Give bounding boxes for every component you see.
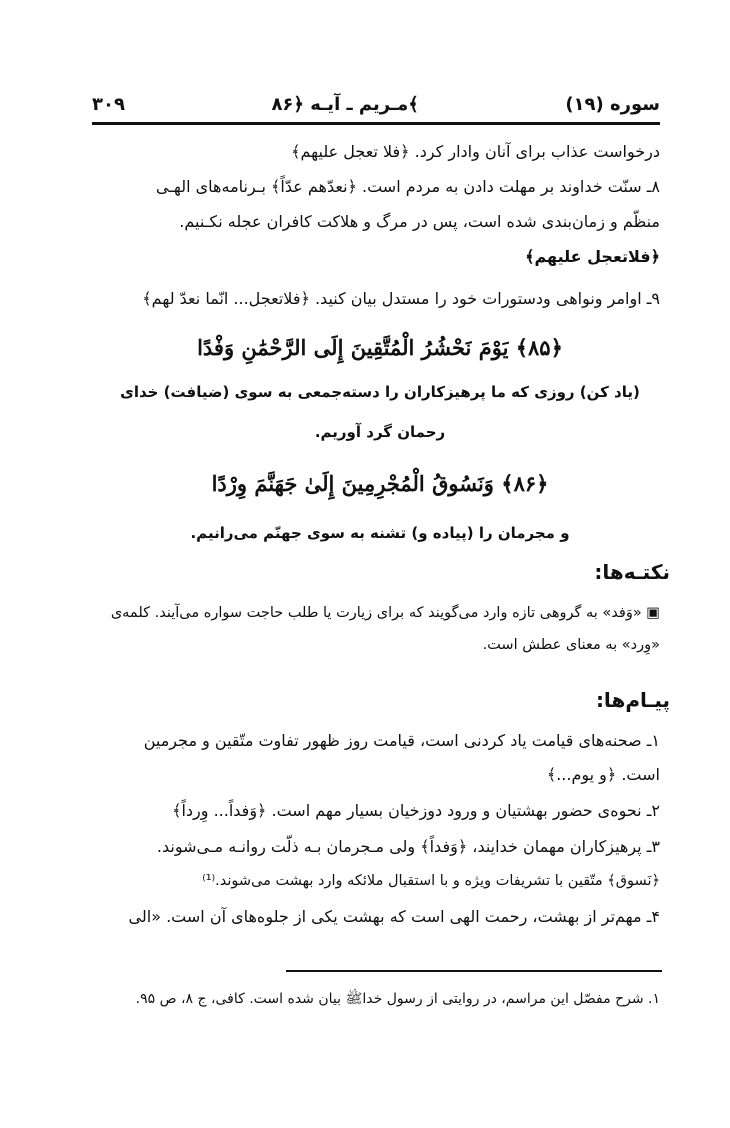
header-divider — [92, 122, 660, 125]
messages-title: پیـام‌ها: — [595, 688, 670, 712]
message-3-line-1: ۳ـ پرهیزکاران مهمان خدایند، ﴿وَفداً﴾ ولی مـجرمان بـه ذلّت روانـه مـی‌شوند. — [156, 837, 660, 856]
verse-86-translation: و مجرمان را (پیاده و) تشنه به سوی جهنّم می‌رانیم. — [190, 524, 570, 542]
body-line-2: ۸ـ سنّت خداوند بر مهلت دادن به مردم است. ﴿نعدّهم عدّاً﴾ بـرنامه‌های الهـی — [155, 177, 660, 196]
body-line-5: ۹ـ اوامر ونواهی ودستورات خود را مستدل بیان کنید. ﴿فلاتعجل... انّما نعدّ لهم﴾ — [142, 289, 660, 308]
running-title: مـریم ـ آیـه ﴿۸۶﴾ — [271, 93, 419, 115]
message-4: ۴ـ مهم‌تر از بهشت، رحمت الهی است که بهشت یکی از جلوه‌های آن است. «الی — [128, 907, 660, 926]
verse-86: ﴿۸۶﴾ وَنَسُوقُ الْمُجْرِمِينَ إِلَىٰ جَهَنَّمَ وِرْدًا — [211, 471, 549, 496]
footnote: ۱. شرح مفصّل این مراسم، در روایتی از رسول خداﷺ بیان شده است. کافی، ج ۸، ص ۹۵. — [135, 991, 660, 1007]
message-2: ۲ـ نحوه‌ی حضور بهشتیان و ورود دوزخیان بسیار مهم است. ﴿وَفداً... وِرداً﴾ — [172, 801, 660, 820]
page-number: ۳۰۹ — [92, 93, 125, 115]
surah-label: سوره (۱۹) — [565, 93, 660, 115]
page-header — [92, 88, 660, 120]
notes-title: نکتـه‌ها: — [594, 560, 670, 584]
verse-85-translation-2: رحمان گرد آوریم. — [314, 423, 446, 441]
note-1-line-1: ▣ «وَفد» به گروهی تازه وارد می‌گویند که برای زیارت یا طلب حاجت سواره می‌آیند. کلمه‌ی — [110, 605, 660, 621]
body-line-3: منظّم و زمان‌بندی شده است، پس در مرگ و هلاکت کافران عجله نکـنیم. — [179, 212, 660, 231]
message-1-line-2: است. ﴿و یوم...﴾ — [546, 765, 660, 784]
message-1-line-1: ۱ـ صحنه‌های قیامت یاد کردنی است، قیامت روز ظهور تفاوت متّقین و مجرمین — [143, 731, 660, 750]
verse-85: ﴿۸۵﴾ يَوْمَ نَحْشُرُ الْمُتَّقِينَ إِلَى الرَّحْمَٰنِ وَفْدًا — [197, 335, 563, 360]
note-1-line-2: «وِرد» به معنای عطش است. — [482, 637, 660, 653]
footnote-divider — [286, 970, 662, 972]
verse-85-translation-1: (یاد کن) روزی که ما پرهیزکاران را دسته‌جمعی به سوی (ضیافت) خدای — [120, 383, 640, 401]
body-line-1: درخواست عذاب برای آنان وادار کرد. ﴿فلا تعجل علیهم﴾ — [291, 142, 660, 161]
message-3-line-2: ﴿نَسوق﴾ متّقین با تشریفات ویژه و با استقبال ملائکه وارد بهشت می‌شوند.⁽¹⁾ — [202, 873, 660, 889]
body-line-4: ﴿فلاتعجل علیهم﴾ — [525, 247, 660, 266]
